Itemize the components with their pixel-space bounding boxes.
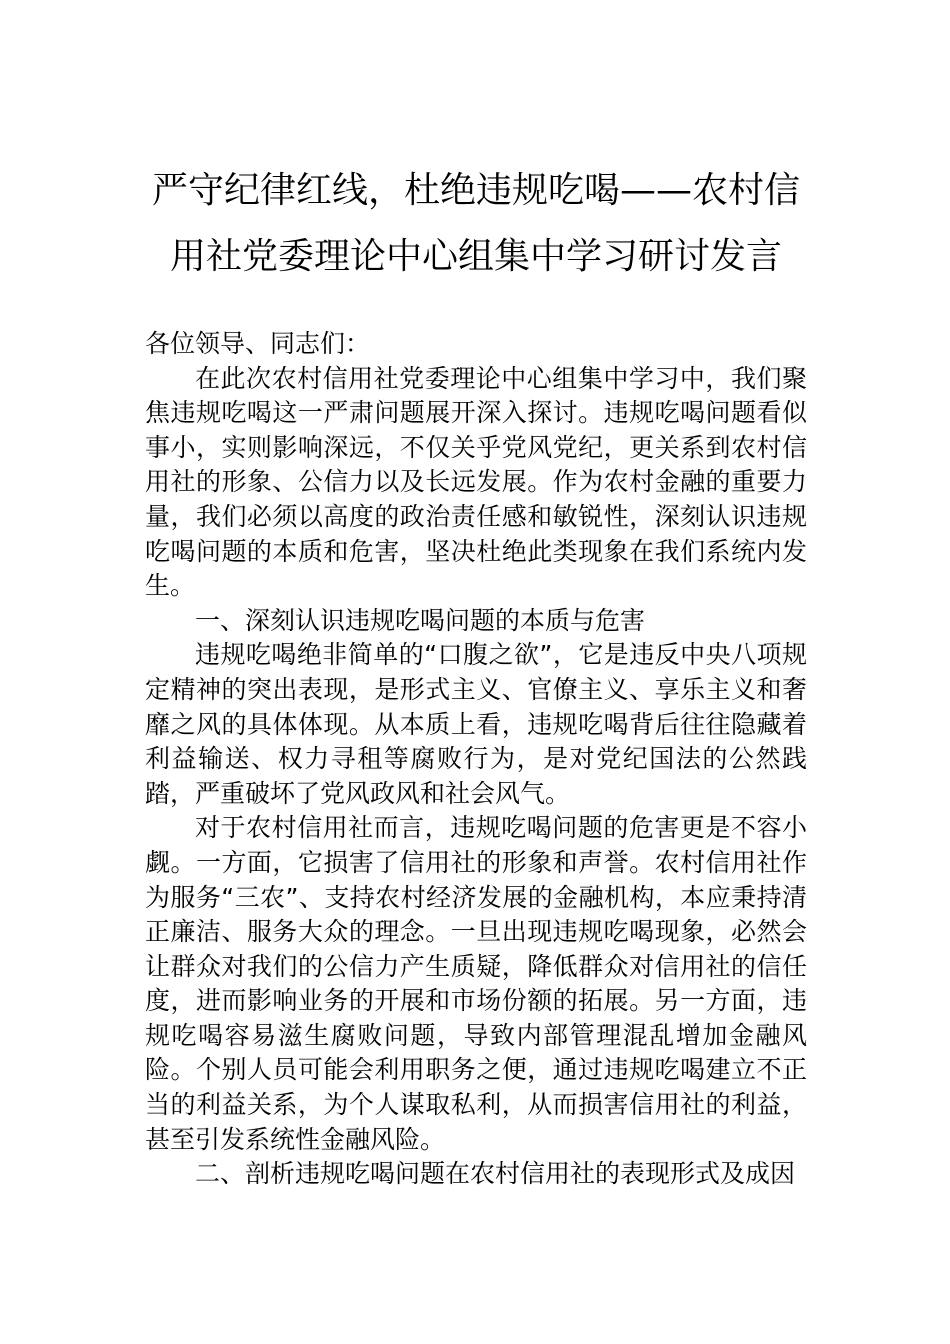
paragraph-intro: 在此次农村信用社党委理论中心组集中学习中，我们聚焦违规吃喝这一严肃问题展开深入探讨。违规吃喝问题看似事小，实则影响深远，不仅关乎党风党纪，更关系到农村信用社的形象、公信力以及长远发展。作为农村金融的重要力量，我们必须以高度的政治责任感和敏锐性，深刻认识违规吃喝问题的本质和危害，坚决杜绝此类现象在我们系统内发生。 <box>145 363 807 601</box>
document-title <box>145 158 807 290</box>
title-line-2: 用社党委理论中心组集中学习研讨发言 <box>169 236 782 277</box>
paragraph-essence: 违规吃喝绝非简单的“口腹之欲”，它是违反中央八项规定精神的突出表现，是形式主义、官僚主义、享乐主义和奢靡之风的具体体现。从本质上看，违规吃喝背后往往隐藏着利益输送、权力寻租等腐败行为，是对党纪国法的公然践踏，严重破坏了党风政风和社会风气。 <box>145 640 807 808</box>
salutation: 各位领导、同志们： <box>145 329 371 358</box>
section-heading-2: 二、剖析违规吃喝问题在农村信用社的表现形式及成因 <box>195 1159 796 1189</box>
paragraph-harm: 对于农村信用社而言，违规吃喝问题的危害更是不容小觑。一方面，它损害了信用社的形象和声誉。农村信用社作为服务“三农”、支持农村经济发展的金融机构，本应秉持清正廉洁、服务大众的理念。一旦出现违规吃喝现象，必然会让群众对我们的公信力产生质疑，降低群众对信用社的信任度，进而影响业务的开展和市场份额的拓展。另一方面，违规吃喝容易滋生腐败问题，导致内部管理混乱增加金融风险。个别人员可能会利用职务之便，通过违规吃喝建立不正当的利益关系，为个人谋取私利，从而损害信用社的利益，甚至引发系统性金融风险。 <box>145 813 807 1154</box>
section-heading-1: 一、深刻认识违规吃喝问题的本质与危害 <box>195 605 646 635</box>
document-body <box>145 327 807 1192</box>
title-line-1: 严守纪律红线，杜绝违规吃喝——农村信 <box>151 170 800 211</box>
